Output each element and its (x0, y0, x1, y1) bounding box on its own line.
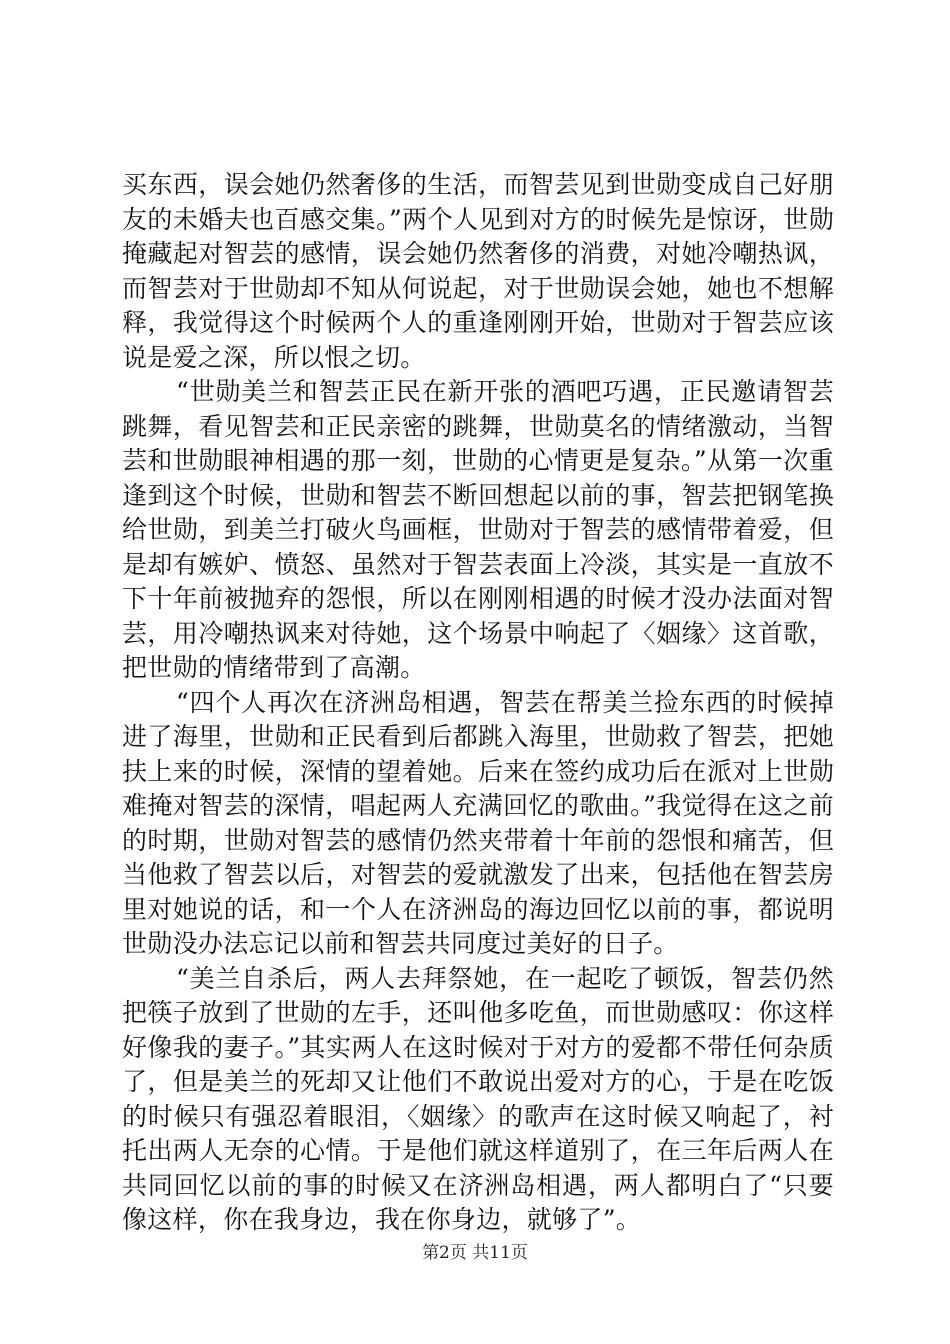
page-number-footer: 第2页 共11页 (422, 1243, 528, 1263)
paragraph-2: “世勋美兰和智芸正民在新开张的酒吧巧遇，正民邀请智芸跳舞，看见智芸和正民亲密的跳舞，世勋莫名的情绪激动，当智芸和世勋眼神相遇的那一刻，世勋的心情更是复杂。”从第一次重逢到这个时候，世勋和智芸不断回想起以前的事，智芸把钢笔换给世勋，到美兰打破火鸟画框，世勋对于智芸的感情带着爱，但是却有嫉妒、愤怒、虽然对于智芸表面上冷淡，其实是一直放不下十年前被抛弃的怨恨，所以在刚刚相遇的时候才没办法面对智芸，用冷嘲热讽来对待她，这个场景中响起了〈姻缘〉这首歌，把世勋的情绪带到了高潮。 (122, 377, 834, 682)
paragraph-3: “四个人再次在济洲岛相遇，智芸在帮美兰捡东西的时候掉进了海里，世勋和正民看到后都跳入海里，世勋救了智芸，把她扶上来的时候，深情的望着她。后来在签约成功后在派对上世勋难掩对智芸的深情，唱起两人充满回忆的歌曲。”我觉得在这之前的时期，世勋对智芸的感情仍然夹带着十年前的怨恨和痛苦，但当他救了智芸以后，对智芸的爱就激发了出来，包括他在智芸房里对她说的话，和一个人在济洲岛的海边回忆以前的事，都说明世勋没办法忘记以前和智芸共同度过美好的日子。 (122, 687, 834, 958)
document-body (122, 168, 834, 1238)
paragraph-4: “美兰自杀后，两人去拜祭她，在一起吃了顿饭，智芸仍然把筷子放到了世勋的左手，还叫他多吃鱼，而世勋感叹：你这样好像我的妻子。”其实两人在这时候对于对方的爱都不带任何杂质了，但是美兰的死却又让他们不敢说出爱对方的心，于是在吃饭的时候只有强忍着眼泪，〈姻缘〉的歌声在这时候又响起了，衬托出两人无奈的心情。于是他们就这样道别了，在三年后两人在共同回忆以前的事的时候又在济洲岛相遇，两人都明白了“只要像这样，你在我身边，我在你身边，就够了”。 (122, 963, 834, 1234)
paragraph-1: 买东西，误会她仍然奢侈的生活，而智芸见到世勋变成自己好朋友的未婚夫也百感交集。”两个人见到对方的时候先是惊讶，世勋掩藏起对智芸的感情，误会她仍然奢侈的消费，对她冷嘲热讽，而智芸对于世勋却不知从何说起，对于世勋误会她，她也不想解释，我觉得这个时候两个人的重逢刚刚开始，世勋对于智芸应该说是爱之深，所以恨之切。 (122, 170, 834, 372)
